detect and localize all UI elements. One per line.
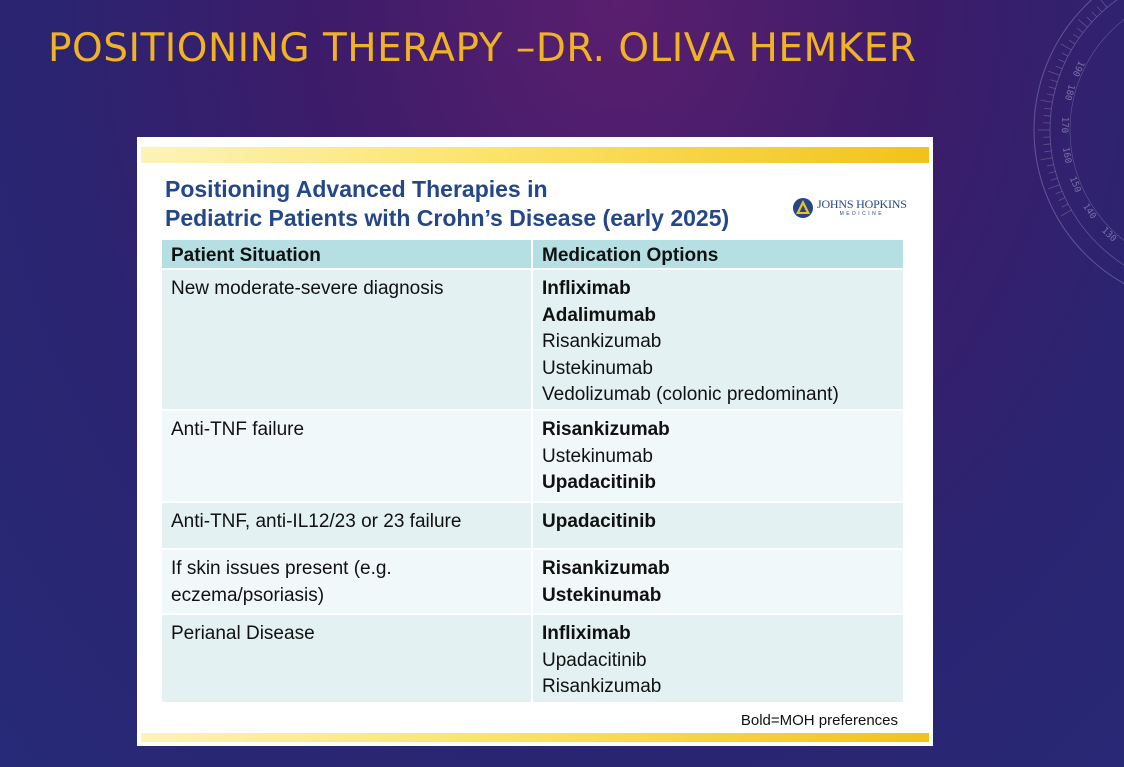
dial-tick (1051, 178, 1058, 180)
dial-tick (1097, 7, 1102, 12)
dial-tick (1044, 108, 1051, 109)
medication-item: Ustekinumab (542, 584, 662, 606)
dial-tick (1044, 151, 1051, 152)
header-patient-situation: Patient Situation (162, 239, 532, 269)
medication-item: Risankizumab (542, 331, 662, 353)
therapy-table (162, 238, 903, 702)
medication-options-cell (532, 410, 903, 502)
table-row (162, 549, 903, 614)
dial-tick (1049, 87, 1056, 89)
dial-tick (1062, 204, 1068, 207)
medication-item: Upadacitinib (542, 472, 657, 494)
patient-situation-cell: New moderate-severe diagnosis (162, 269, 532, 410)
header-medication-options: Medication Options (532, 239, 903, 269)
dial-tick (1062, 53, 1068, 56)
logo-name: JOHNS HOPKINS (817, 197, 907, 211)
dial-tick (1044, 115, 1051, 116)
dial-tick (1087, 17, 1092, 22)
medication-options-cell (532, 614, 903, 702)
dial-tick (1048, 71, 1059, 75)
therapy-card (137, 137, 933, 746)
table-header-row (162, 239, 903, 269)
dial-tick (1099, 0, 1107, 7)
johns-hopkins-shield-icon (792, 197, 814, 219)
dial-tick (1047, 94, 1054, 96)
medication-item: Vedolizumab (colonic predominant) (542, 384, 839, 406)
dial-tick (1059, 198, 1065, 201)
medication-item: Risankizumab (542, 558, 670, 579)
dial-label: 130 (1099, 225, 1118, 245)
medication-item: Adalimumab (542, 304, 657, 326)
dial-tick (1059, 59, 1065, 62)
dial-tick (1041, 158, 1053, 160)
dial-tick (1047, 165, 1054, 167)
dial-tick (1056, 66, 1062, 69)
dial-tick (1044, 144, 1051, 145)
patient-situation-cell: If skin issues present (e.g. eczema/psoriasis) (162, 549, 532, 614)
table-row (162, 269, 903, 410)
accent-bar-bottom (141, 733, 929, 742)
dial-tick (1078, 19, 1087, 27)
dial-tick (1061, 44, 1071, 50)
medication-options-cell (532, 502, 903, 549)
accent-bar-top (141, 147, 929, 163)
dial-label: 140 (1080, 202, 1098, 222)
medication-item: Infliximab (542, 278, 631, 299)
table-row (162, 502, 903, 549)
logo-subtitle: MEDICINE (839, 211, 885, 217)
dial-tick (1056, 191, 1062, 194)
card-title (165, 175, 729, 233)
patient-situation-cell: Anti-TNF, anti-IL12/23 or 23 failure (162, 502, 532, 549)
slide-title: POSITIONING THERAPY –DR. OLIVA HEMKER (48, 26, 917, 71)
johns-hopkins-logo (792, 195, 907, 221)
medication-item: Upadacitinib (542, 649, 647, 671)
dial-tick (1061, 210, 1071, 216)
medication-item: Infliximab (542, 623, 631, 644)
dial-tick (1051, 80, 1058, 82)
patient-situation-cell: Perianal Disease (162, 614, 532, 702)
dial-label: 190 (1069, 58, 1086, 78)
dial-tick (1069, 40, 1075, 44)
medication-item: Risankizumab (542, 676, 662, 698)
dial-label: 180 (1062, 83, 1076, 102)
table-row (162, 614, 903, 702)
dial-tick (1092, 12, 1097, 17)
medication-item: Ustekinumab (542, 445, 653, 467)
medication-options-cell (532, 549, 903, 614)
dial-tick (1078, 28, 1084, 32)
medication-options-cell (532, 269, 903, 410)
card-title-line1: Positioning Advanced Therapies in (165, 176, 548, 202)
footnote: Bold=MOH preferences (740, 712, 898, 729)
dial-tick (1041, 100, 1053, 102)
dial-decoration (1000, 0, 1124, 300)
patient-situation-cell: Anti-TNF failure (162, 410, 532, 502)
table-row (162, 410, 903, 502)
card-title-line2: Pediatric Patients with Crohn’s Disease (early 2025) (165, 205, 730, 231)
dial-tick (1049, 171, 1056, 173)
medication-item: Risankizumab (542, 419, 670, 440)
dial-label: 150 (1066, 175, 1083, 195)
dial-tick (1073, 34, 1079, 38)
medication-item: Ustekinumab (542, 357, 653, 379)
dial-tick (1048, 185, 1059, 189)
medication-item: Upadacitinib (542, 511, 657, 532)
dial-label: 170 (1058, 116, 1070, 134)
dial-label: 160 (1059, 146, 1073, 165)
